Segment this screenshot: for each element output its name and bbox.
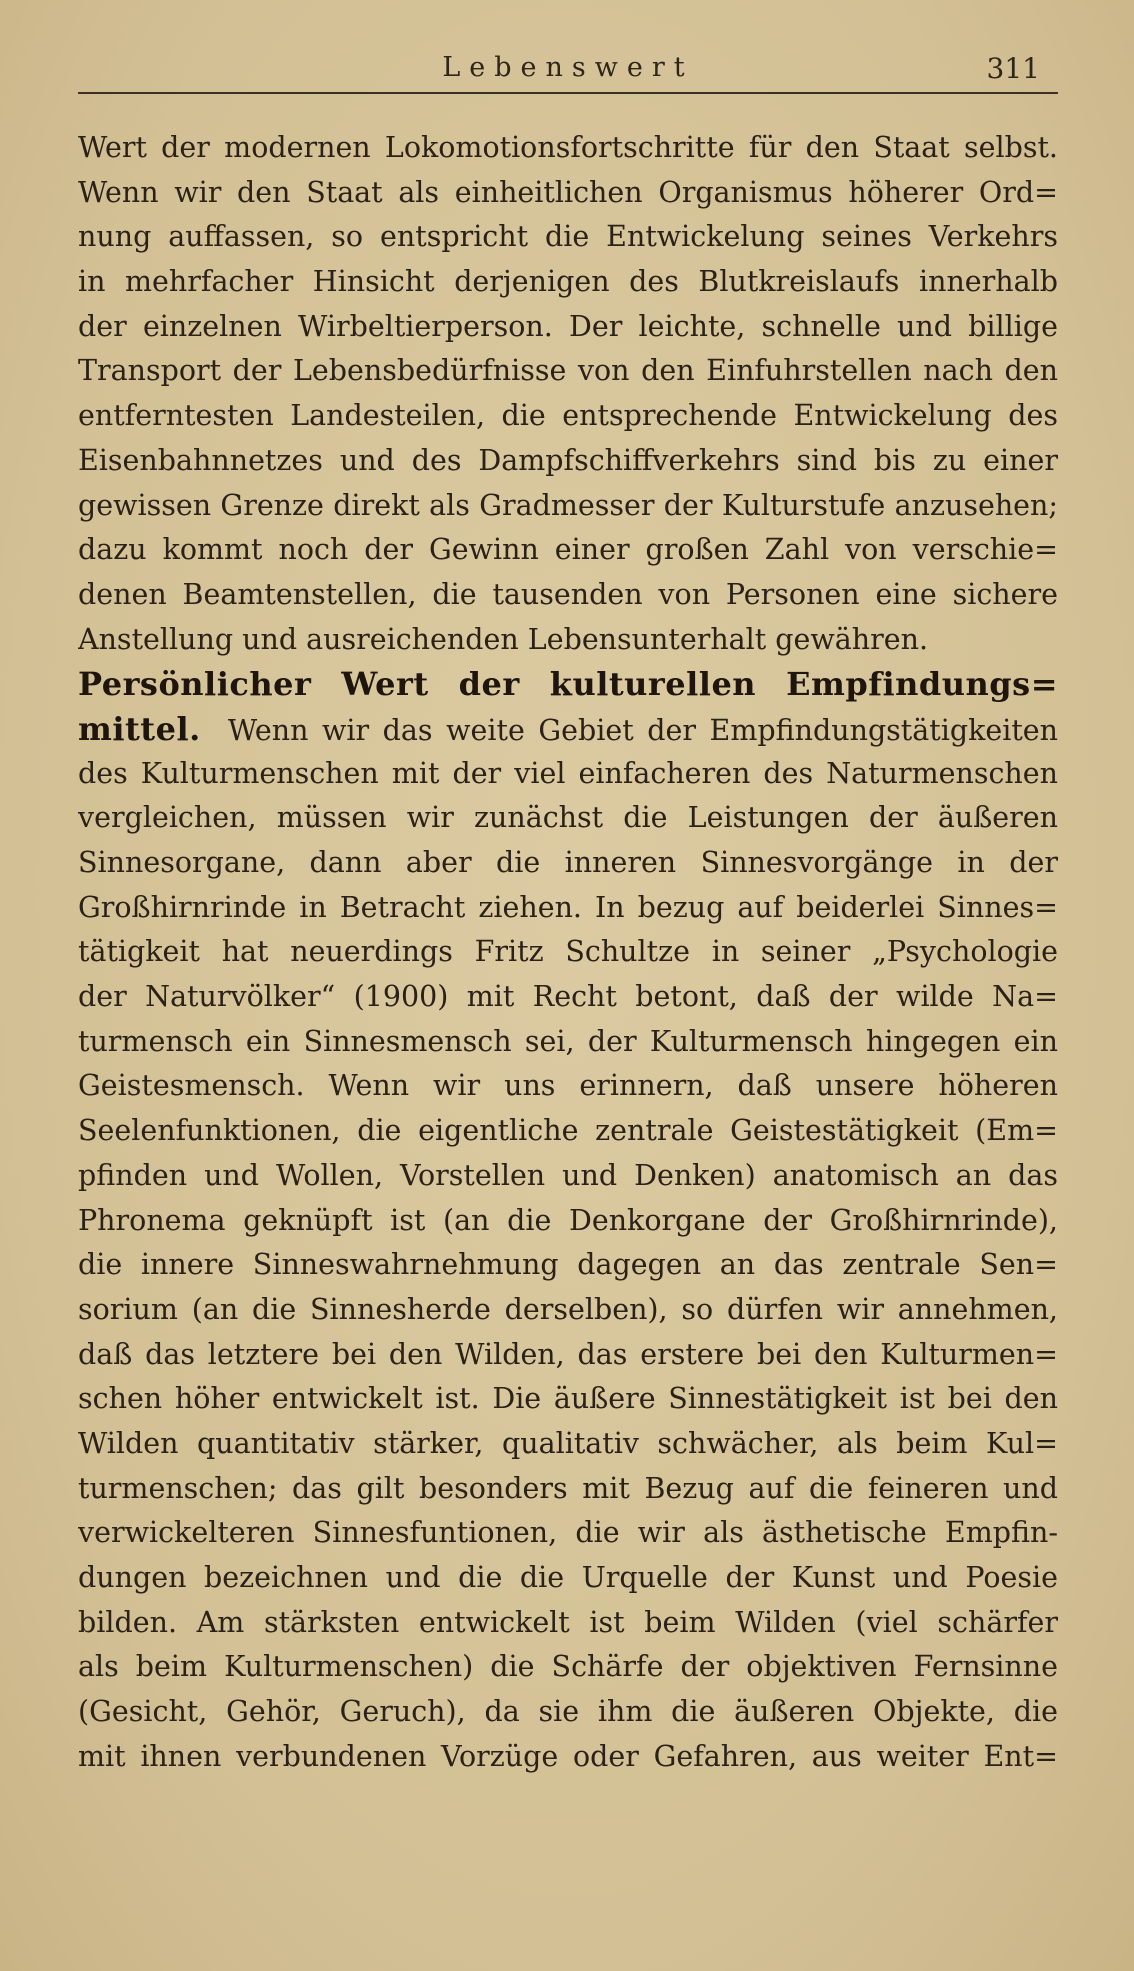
- text-line: der einzelnen Wirbeltierperson. Der leichte, schnelle und billige: [78, 309, 1058, 343]
- section-heading-line: [78, 662, 1058, 707]
- text-line: der Naturvölker“ (1900) mit Recht betont, daß der wilde Na=: [78, 980, 1058, 1014]
- section-heading: Persönlicher Wert der kulturellen Empfindungs=: [78, 665, 1058, 704]
- text-line: nung auffassen, so entspricht die Entwickelung seines Verkehrs: [78, 220, 1058, 254]
- text-line: Wenn wir den Staat als einheitlichen Organismus höherer Ord=: [78, 175, 1058, 209]
- text-line: denen Beamtenstellen, die tausenden von Personen eine sichere: [78, 577, 1058, 611]
- text-line: turmenschen; das gilt besonders mit Bezug auf die feineren und: [78, 1471, 1058, 1505]
- page-number: 311: [986, 52, 1040, 85]
- text-line: pfinden und Wollen, Vorstellen und Denken) anatomisch an das: [78, 1158, 1058, 1192]
- section-heading-end: mittel.: [78, 709, 201, 748]
- text-line: dungen bezeichnen und die die Urquelle der Kunst und Poesie: [78, 1561, 1058, 1594]
- text-line: dazu kommt noch der Gewinn einer großen Zahl von verschie=: [78, 533, 1058, 567]
- text-line: Phronema geknüpft ist (an die Denkorgane der Großhirnrinde),: [78, 1203, 1058, 1237]
- text-line: [78, 707, 1058, 752]
- text-line: turmensch ein Sinnesmensch sei, der Kulturmensch hingegen ein: [78, 1024, 1058, 1058]
- text-line: die innere Sinneswahrnehmung dagegen an das zentrale Sen=: [78, 1248, 1058, 1282]
- text-line: Wert der modernen Lokomotionsfortschritte für den Staat selbst.: [78, 131, 1058, 164]
- text-line: Seelenfunktionen, die eigentliche zentrale Geistestätigkeit (Em=: [78, 1114, 1058, 1148]
- text-line: als beim Kulturmenschen) die Schärfe der objektiven Fernsinne: [78, 1650, 1058, 1684]
- running-title: Lebenswert: [442, 52, 694, 83]
- text-line: des Kulturmenschen mit der viel einfacheren des Naturmenschen: [78, 756, 1058, 790]
- paragraph-1: [78, 126, 1058, 662]
- text-line: gewissen Grenze direkt als Gradmesser der Kulturstufe anzusehen;: [78, 488, 1058, 522]
- text-line: daß das letztere bei den Wilden, das erstere bei den Kulturmen=: [78, 1337, 1058, 1371]
- text-line: schen höher entwickelt ist. Die äußere Sinnestätigkeit ist bei den: [78, 1382, 1058, 1416]
- text-line: Eisenbahnnetzes und des Dampfschiffverkehrs sind bis zu einer: [78, 443, 1058, 477]
- text-line: entferntesten Landesteilen, die entsprechende Entwickelung des: [78, 399, 1058, 433]
- text-line: Transport der Lebensbedürfnisse von den Einfuhrstellen nach den: [78, 354, 1058, 388]
- text-line: sorium (an die Sinnesherde derselben), so dürfen wir annehmen,: [78, 1292, 1058, 1326]
- text-line: Sinnesorgane, dann aber die inneren Sinnesvorgänge in der: [78, 846, 1058, 879]
- text-line: (Gesicht, Gehör, Geruch), da sie ihm die äußeren Objekte, die: [78, 1695, 1058, 1729]
- body-text: [78, 126, 1058, 1779]
- text-line: tätigkeit hat neuerdings Fritz Schultze in seiner „Psychologie: [78, 935, 1058, 969]
- paragraph-2: [78, 662, 1058, 1779]
- text-line: bilden. Am stärksten entwickelt ist beim Wilden (viel schärfer: [78, 1605, 1058, 1639]
- text-line: Wilden quantitativ stärker, qualitativ schwächer, als beim Kul=: [78, 1426, 1058, 1460]
- text-run: Wenn wir das weite Gebiet der Empfindungstätigkeiten: [227, 713, 1058, 747]
- text-line: vergleichen, müssen wir zunächst die Leistungen der äußeren: [78, 801, 1058, 835]
- text-line: in mehrfacher Hinsicht derjenigen des Blutkreislaufs innerhalb: [78, 265, 1058, 299]
- text-line: Anstellung und ausreichenden Lebensunterhalt gewähren.: [78, 622, 929, 656]
- text-line: verwickelteren Sinnesfuntionen, die wir als ästhetische Empfin-: [78, 1516, 1058, 1550]
- page-header: [78, 48, 1058, 94]
- text-line: Großhirnrinde in Betracht ziehen. In bezug auf beiderlei Sinnes=: [78, 890, 1058, 924]
- text-line: Geistesmensch. Wenn wir uns erinnern, daß unsere höheren: [78, 1069, 1058, 1103]
- text-line: mit ihnen verbundenen Vorzüge oder Gefahren, aus weiter Ent=: [78, 1739, 1058, 1773]
